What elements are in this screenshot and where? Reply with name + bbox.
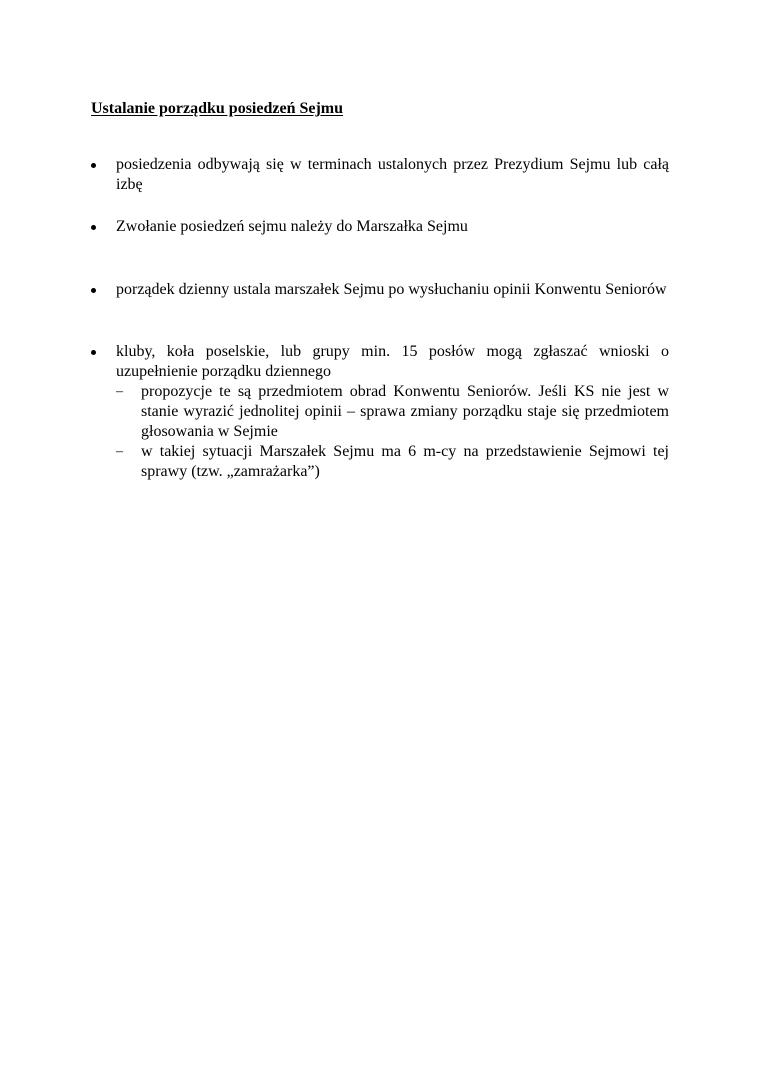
list-item: [91, 280, 669, 300]
bullet-icon: [91, 288, 96, 293]
dash-icon: –: [116, 444, 123, 459]
page-title: Ustalanie porządku posiedzeń Sejmu: [91, 100, 344, 117]
list-item-text: Zwołanie posiedzeń sejmu należy do Marszałka Sejmu: [116, 218, 468, 235]
sub-list-item: [116, 442, 669, 482]
sub-list-item-text: propozycje te są przedmiotem obrad Konwentu Seniorów. Jeśli KS nie jest w stanie wyrazić jednolitej opinii – sprawa zmiany porządku staje się przedmiotem głosowania w Sejmie: [141, 383, 669, 440]
list-item: [91, 342, 669, 482]
list-item-text: porządek dzienny ustala marszałek Sejmu po wysłuchaniu opinii Konwentu Seniorów: [116, 281, 667, 298]
list-item: [91, 155, 669, 195]
bullet-icon: [91, 350, 96, 355]
list-item-text: kluby, koła poselskie, lub grupy min. 15 posłów mogą zgłaszać wnioski o uzupełnienie porządku dziennego: [116, 343, 669, 380]
sub-list-item-text: w takiej sytuacji Marszałek Sejmu ma 6 m-cy na przedstawienie Sejmowi tej sprawy (tzw. „zamrażarka”): [141, 443, 669, 480]
bullet-icon: [91, 225, 96, 230]
list-item-text: posiedzenia odbywają się w terminach ustalonych przez Prezydium Sejmu lub całą izbę: [116, 156, 669, 193]
bullet-icon: [91, 163, 96, 168]
sub-list-item: [116, 382, 669, 442]
list-item: [91, 217, 669, 237]
dash-icon: –: [116, 384, 123, 399]
